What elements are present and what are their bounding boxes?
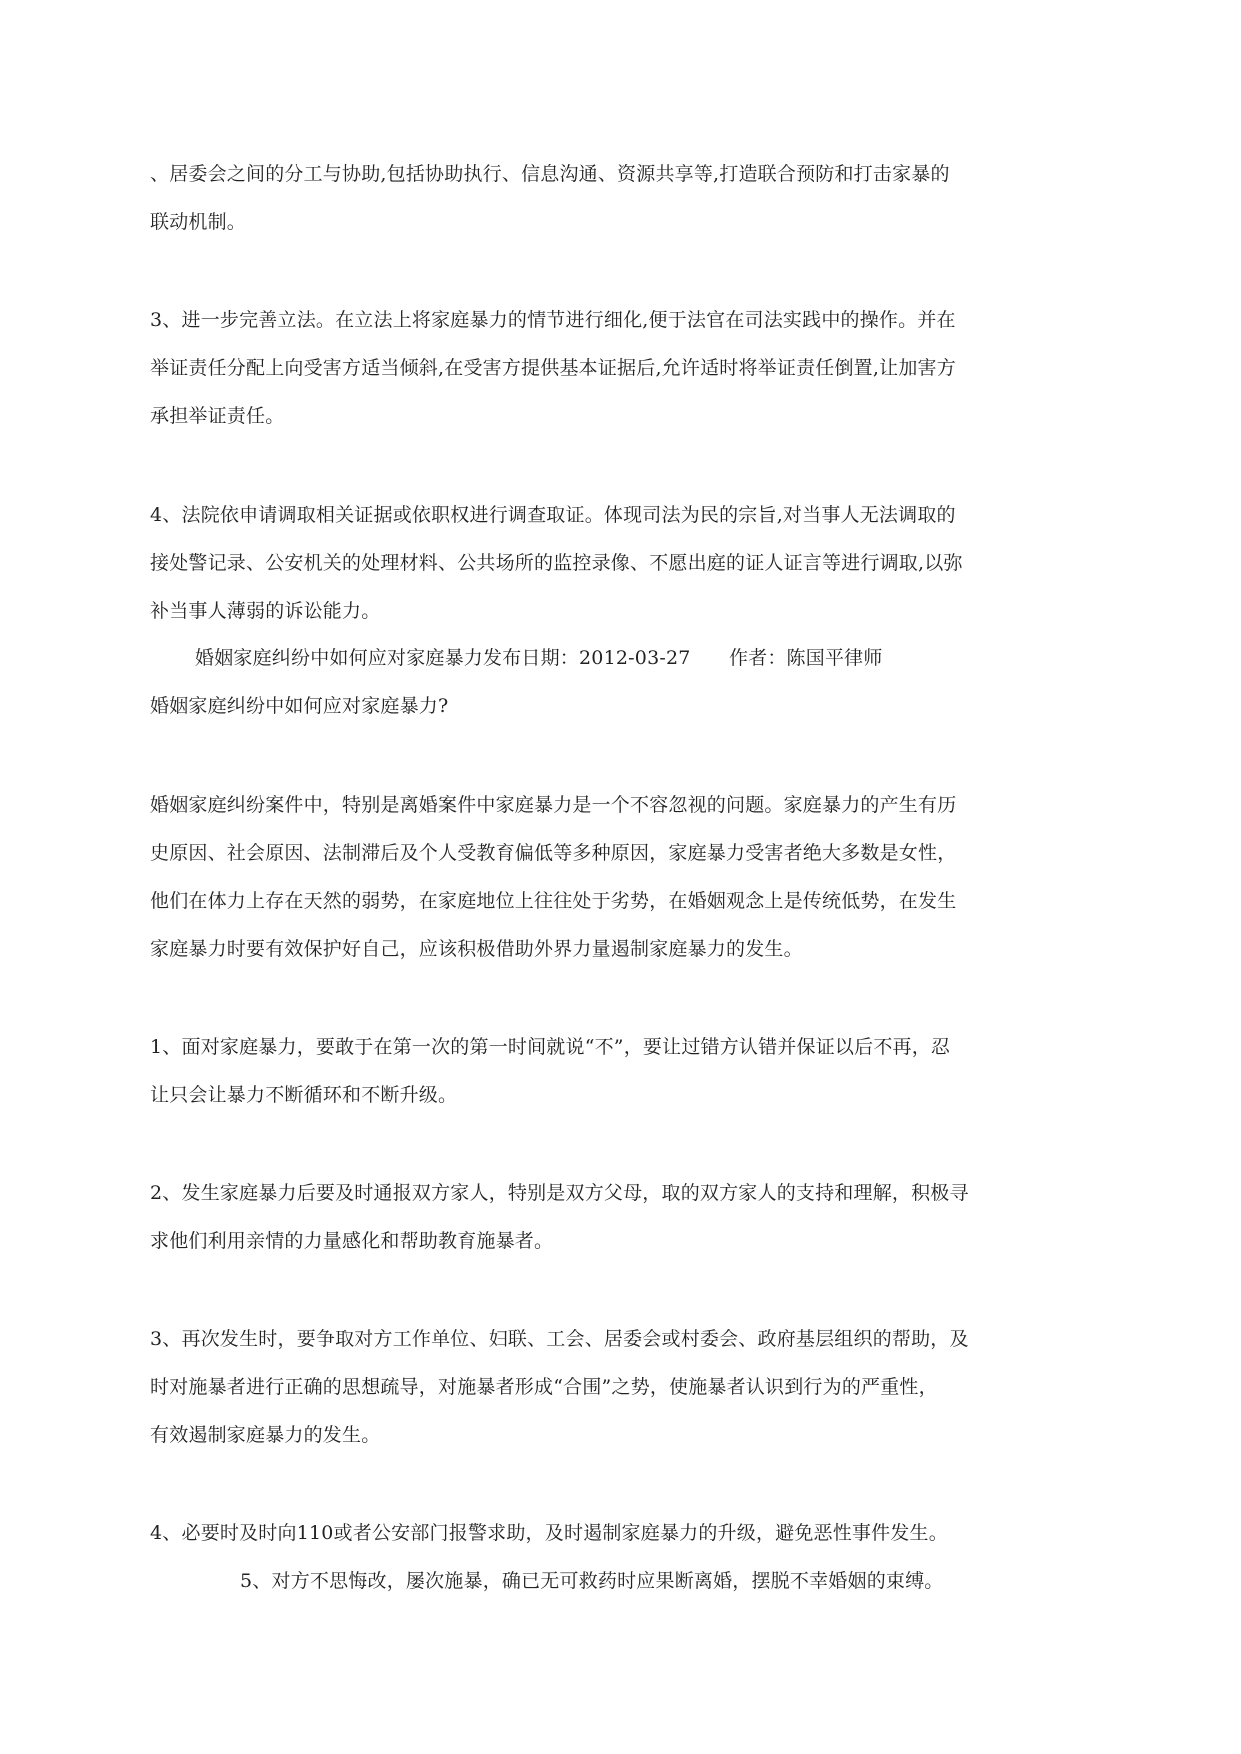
- text-line: 接处警记录、公安机关的处理材料、公共场所的监控录像、不愿出庭的证人证言等进行调取,以弥: [150, 552, 963, 574]
- text-line: 求他们利用亲情的力量感化和帮助教育施暴者。: [150, 1230, 554, 1252]
- text-line: 有效遏制家庭暴力的发生。: [150, 1424, 381, 1446]
- text-line: 联动机制。: [150, 211, 247, 233]
- article-meta: 婚姻家庭纠纷中如何应对家庭暴力发布日期：2012-03-27 作者：陈国平律师: [195, 647, 883, 669]
- text-line: 家庭暴力时要有效保护好自己，应该积极借助外界力量遏制家庭暴力的发生。: [150, 938, 803, 960]
- text-line: 他们在体力上存在天然的弱势，在家庭地位上往往处于劣势，在婚姻观念上是传统低势，在发生: [150, 890, 957, 912]
- text-line: 补当事人薄弱的诉讼能力。: [150, 600, 381, 622]
- text-line: 举证责任分配上向受害方适当倾斜,在受害方提供基本证据后,允许适时将举证责任倒置,让加害方: [150, 357, 956, 379]
- text-line: 2、发生家庭暴力后要及时通报双方家人，特别是双方父母，取的双方家人的支持和理解，积极寻: [150, 1182, 969, 1204]
- text-line: 5、对方不思悔改，屡次施暴，确已无可救药时应果断离婚，摆脱不幸婚姻的束缚。: [240, 1570, 944, 1592]
- text-line: 3、进一步完善立法。在立法上将家庭暴力的情节进行细化,便于法官在司法实践中的操作。并在: [150, 309, 956, 331]
- text-line: 1、面对家庭暴力，要敢于在第一次的第一时间就说“不”，要让过错方认错并保证以后不再，忍: [150, 1036, 951, 1058]
- article-title: 婚姻家庭纠纷中如何应对家庭暴力?: [150, 695, 449, 717]
- text-line: 时对施暴者进行正确的思想疏导，对施暴者形成“合围”之势，使施暴者认识到行为的严重性，: [150, 1376, 938, 1398]
- text-line: 4、法院依申请调取相关证据或依职权进行调查取证。体现司法为民的宗旨,对当事人无法调取的: [150, 504, 956, 526]
- text-line: 史原因、社会原因、法制滞后及个人受教育偏低等多种原因，家庭暴力受害者绝大多数是女性，: [150, 842, 957, 864]
- text-line: 3、再次发生时，要争取对方工作单位、妇联、工会、居委会或村委会、政府基层组织的帮助，及: [150, 1328, 969, 1350]
- text-line: 4、必要时及时向110或者公安部门报警求助，及时遏制家庭暴力的升级，避免恶性事件发生。: [150, 1522, 948, 1544]
- text-line: 婚姻家庭纠纷案件中，特别是离婚案件中家庭暴力是一个不容忽视的问题。家庭暴力的产生有历: [150, 794, 957, 816]
- text-line: 、居委会之间的分工与协助,包括协助执行、信息沟通、资源共享等,打造联合预防和打击家暴的: [150, 163, 950, 185]
- text-line: 承担举证责任。: [150, 405, 285, 427]
- text-line: 让只会让暴力不断循环和不断升级。: [150, 1084, 458, 1106]
